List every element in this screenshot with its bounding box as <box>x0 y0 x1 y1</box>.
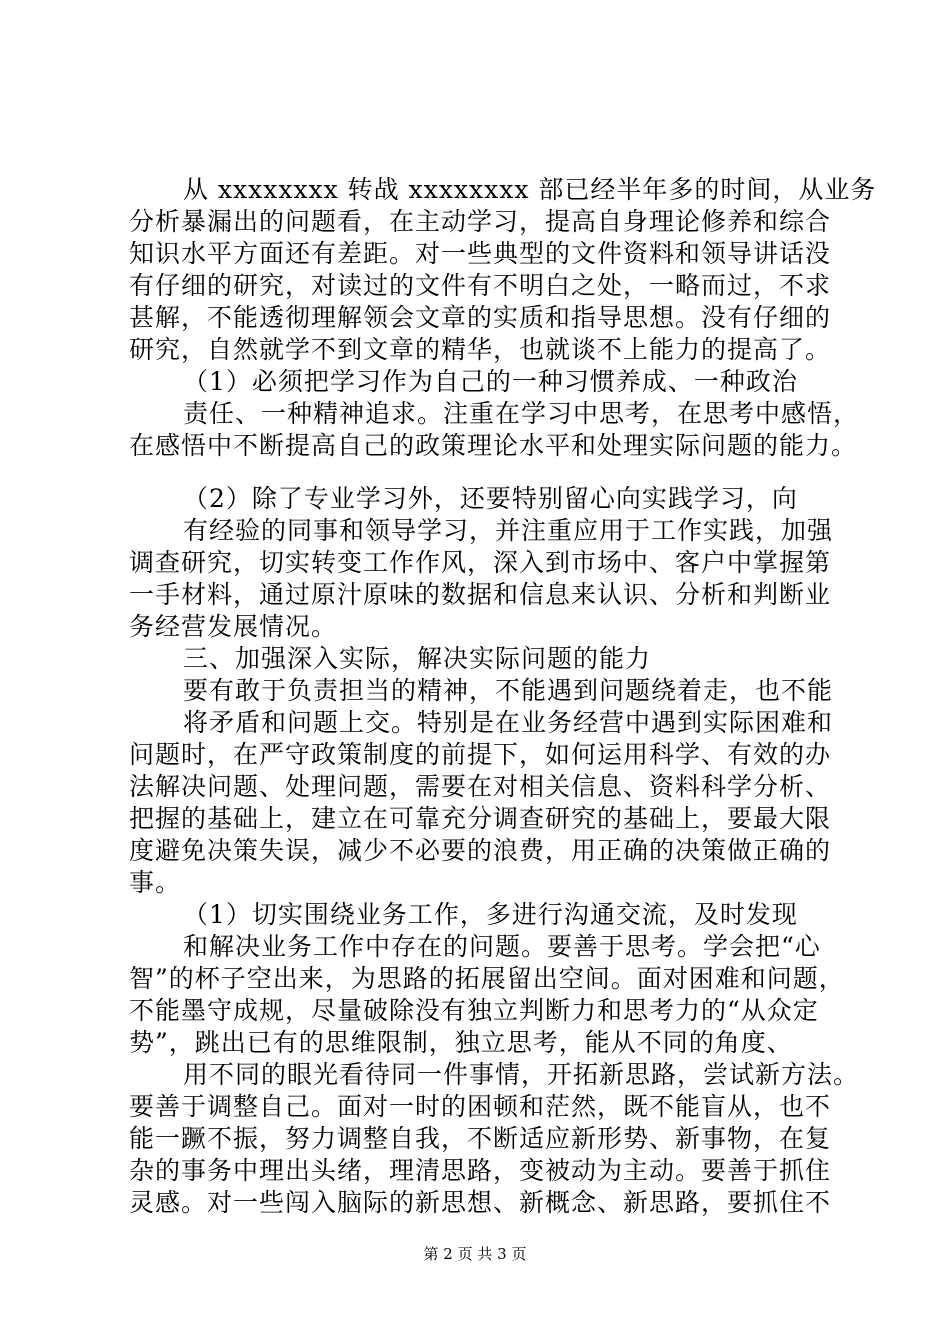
text-line: 度避免决策失误，减少不必要的浪费，用正确的决策做正确的 <box>129 836 832 865</box>
text-line: 和解决业务工作中存在的问题。要善于思考。学会把“心 <box>183 932 821 961</box>
text-line: 在感悟中不断提高自己的政策理论水平和处理实际问题的能力。 <box>129 431 858 460</box>
text-line: 从 xxxxxxxx 转战 xxxxxxxx 部已经半年多的时间，从业务 <box>183 175 877 204</box>
text-line: 杂的事务中理出头绪，理清思路，变被动为主动。要善于抓住 <box>129 1156 832 1185</box>
text-line: 问题时，在严守政策制度的前提下，如何运用科学、有效的办 <box>129 740 832 769</box>
section-heading: 三、加强深入实际，解决实际问题的能力 <box>183 644 652 673</box>
text-line: 有经验的同事和领导学习，并注重应用于工作实践，加强 <box>183 516 834 545</box>
page-number: 第 2 页 共 3 页 <box>423 1245 527 1263</box>
text-line: 一手材料，通过原汁原味的数据和信息来认识、分析和判断业 <box>129 580 832 609</box>
text-line: 研究，自然就学不到文章的精华，也就谈不上能力的提高了。 <box>129 335 832 364</box>
text-line: 用不同的眼光看待同一件事情，开拓新思路，尝试新方法。 <box>183 1060 860 1089</box>
text-line: 灵感。对一些闯入脑际的新思想、新概念、新思路，要抓住不 <box>129 1188 832 1217</box>
text-line: 势”，跳出已有的思维限制，独立思考，能从不同的角度、 <box>129 1028 793 1057</box>
text-line: 有仔细的研究，对读过的文件有不明白之处，一略而过，不求 <box>129 271 832 300</box>
text-line: 把握的基础上，建立在可靠充分调查研究的基础上，要最大限 <box>129 804 832 833</box>
text-line: 调查研究，切实转变工作作风，深入到市场中、客户中掌握第 <box>129 548 832 577</box>
text-line: 务经营发展情况。 <box>129 612 338 641</box>
text-line: （1）必须把学习作为自己的一种习惯养成、一种政治 <box>183 367 798 396</box>
text-line: 智”的杯子空出来，为思路的拓展留出空间。面对困难和问题， <box>129 964 845 993</box>
text-line: 甚解，不能透彻理解领会文章的实质和指导思想。没有仔细的 <box>129 303 832 332</box>
text-line: （2）除了专业学习外，还要特别留心向实践学习，向 <box>183 484 798 513</box>
text-line: （1）切实围绕业务工作，多进行沟通交流，及时发现 <box>183 900 798 929</box>
text-line: 法解决问题、处理问题，需要在对相关信息、资料科学分析、 <box>129 772 832 801</box>
text-line: 分析暴漏出的问题看，在主动学习，提高自身理论修养和综合 <box>129 207 832 236</box>
text-line: 责任、一种精神追求。注重在学习中思考，在思考中感悟， <box>183 399 860 428</box>
text-line: 事。 <box>129 868 182 897</box>
text-line: 能一蹶不振，努力调整自我，不断适应新形势、新事物，在复 <box>129 1124 832 1153</box>
text-line: 要有敢于负责担当的精神，不能遇到问题绕着走，也不能 <box>183 676 834 705</box>
text-line: 知识水平方面还有差距。对一些典型的文件资料和领导讲话没 <box>129 239 832 268</box>
text-line: 将矛盾和问题上交。特别是在业务经营中遇到实际困难和 <box>183 708 834 737</box>
text-line: 不能墨守成规，尽量破除没有独立判断力和思考力的“从众定 <box>129 996 819 1025</box>
text-line: 要善于调整自己。面对一时的困顿和茫然，既不能盲从，也不 <box>129 1092 832 1121</box>
